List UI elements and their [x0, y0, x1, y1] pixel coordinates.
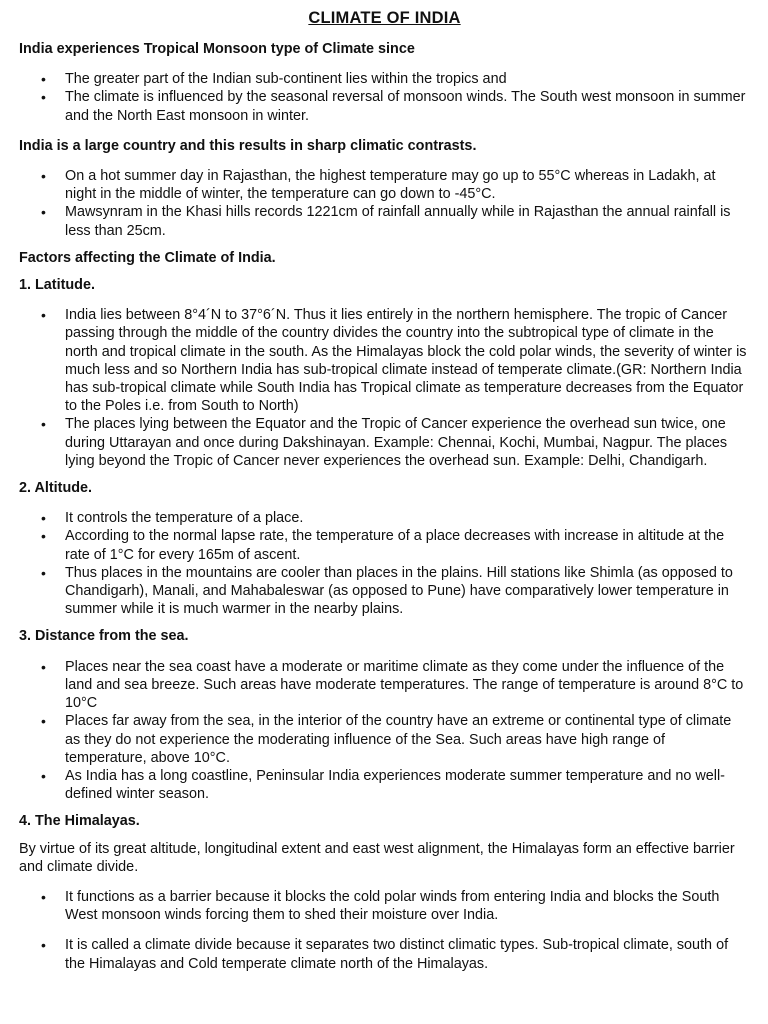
list-item: • India lies between 8°4´N to 37°6´N. Thus it lies entirely in the northern hemisphere. The tropic of Cancer passing through the middle of the country divides the country into the subtropical type of climate in the north and tropical climate in the south. As the Himalayas block the cold polar winds, the severity of winter is much less and so Northern India has sub-tropical climate instead of temperate climate.(GR: Northern India has sub-tropical climate while South India has Tropical climate as temperature decreases from the Equator to the Poles i.e. from South to North)	[41, 307, 747, 415]
bullet-icon: •	[41, 510, 46, 527]
intro-list	[19, 70, 750, 125]
bullet-icon: •	[41, 89, 46, 106]
list-item: • As India has a long coastline, Peninsular India experiences moderate summer temperature and no well-defined winter season.	[41, 767, 725, 803]
list-item: • The places lying between the Equator and the Tropic of Cancer experience the overhead sun twice, one during Uttarayan and once during Dakshinayan. Example: Chennai, Kochi, Mumbai, Nagpur. The places lying beyond the Tropic of Cancer never experiences the overhead sun. Example: Delhi, Chandigarh.	[41, 416, 728, 469]
bullet-icon: •	[41, 71, 46, 88]
bullet-icon: •	[41, 713, 46, 730]
himalayas-list	[19, 888, 750, 973]
latitude-heading: 1. Latitude.	[19, 277, 95, 294]
himalayas-heading: 4. The Himalayas.	[19, 813, 140, 830]
sea-heading: 3. Distance from the sea.	[19, 628, 189, 645]
list-item: • It functions as a barrier because it blocks the cold polar winds from entering India and blocks the South West monsoon winds forcing them to shed their moisture over India.	[41, 888, 720, 924]
list-item: • On a hot summer day in Rajasthan, the highest temperature may go up to 55°C whereas in Ladakh, at night in the middle of winter, the temperature can go down to -45°C.	[41, 168, 716, 203]
bullet-icon: •	[41, 564, 46, 581]
bullet-icon: •	[41, 416, 46, 433]
page-title: CLIMATE OF INDIA	[308, 9, 461, 27]
bullet-icon: •	[41, 937, 46, 954]
bullet-icon: •	[41, 528, 46, 545]
list-item: • It is called a climate divide because it separates two distinct climatic types. Sub-tropical climate, south of the Himalayas and Cold temperate climate north of the Himalayas.	[41, 937, 729, 972]
contrast-list	[19, 167, 750, 240]
bullet-icon: •	[41, 767, 46, 784]
bullet-icon: •	[41, 168, 46, 185]
bullet-icon: •	[41, 204, 46, 221]
list-item: • According to the normal lapse rate, the temperature of a place decreases with increase in altitude at the rate of 1°C for every 165m of ascent.	[41, 528, 725, 563]
bullet-icon: •	[41, 888, 46, 905]
list-item: • Mawsynram in the Khasi hills records 1221cm of rainfall annually while in Rajasthan the annual rainfall is less than 25cm.	[41, 204, 731, 239]
bullet-icon: •	[41, 658, 46, 675]
factors-heading: Factors affecting the Climate of India.	[19, 249, 276, 266]
sea-list	[19, 658, 750, 804]
contrast-heading: India is a large country and this results in sharp climatic contrasts.	[19, 137, 477, 154]
altitude-list	[19, 509, 750, 618]
list-item: • It controls the temperature of a place.	[41, 510, 304, 527]
list-item: • The greater part of the Indian sub-continent lies within the tropics and	[41, 71, 507, 88]
list-item: • The climate is influenced by the seasonal reversal of monsoon winds. The South west monsoon in summer and the North East monsoon in winter.	[41, 89, 746, 124]
latitude-list	[19, 306, 750, 470]
list-item: • Places far away from the sea, in the interior of the country have an extreme or continental type of climate as they do not experience the moderating influence of the Sea. Such areas have high range of temperature, above 10°C.	[41, 713, 732, 766]
altitude-heading: 2. Altitude.	[19, 480, 93, 497]
bullet-icon: •	[41, 307, 46, 324]
himalayas-paragraph: By virtue of its great altitude, longitudinal extent and east west alignment, the Himalayas form an effective barrier and climate divide.	[19, 840, 735, 875]
list-item: • Places near the sea coast have a moderate or maritime climate as they come under the influence of the land and sea breeze. Such areas have moderate temperatures. The range of temperature is around 8°C to 10°C	[41, 658, 744, 712]
intro-heading: India experiences Tropical Monsoon type of Climate since	[19, 41, 415, 57]
list-item: • Thus places in the mountains are cooler than places in the plains. Hill stations like Shimla (as opposed to Chandigarh), Manali, and Mahabaleswar (as opposed to Pune) have comparatively lower temperature in summer while it is much warmer in the nearby plains.	[41, 564, 733, 618]
